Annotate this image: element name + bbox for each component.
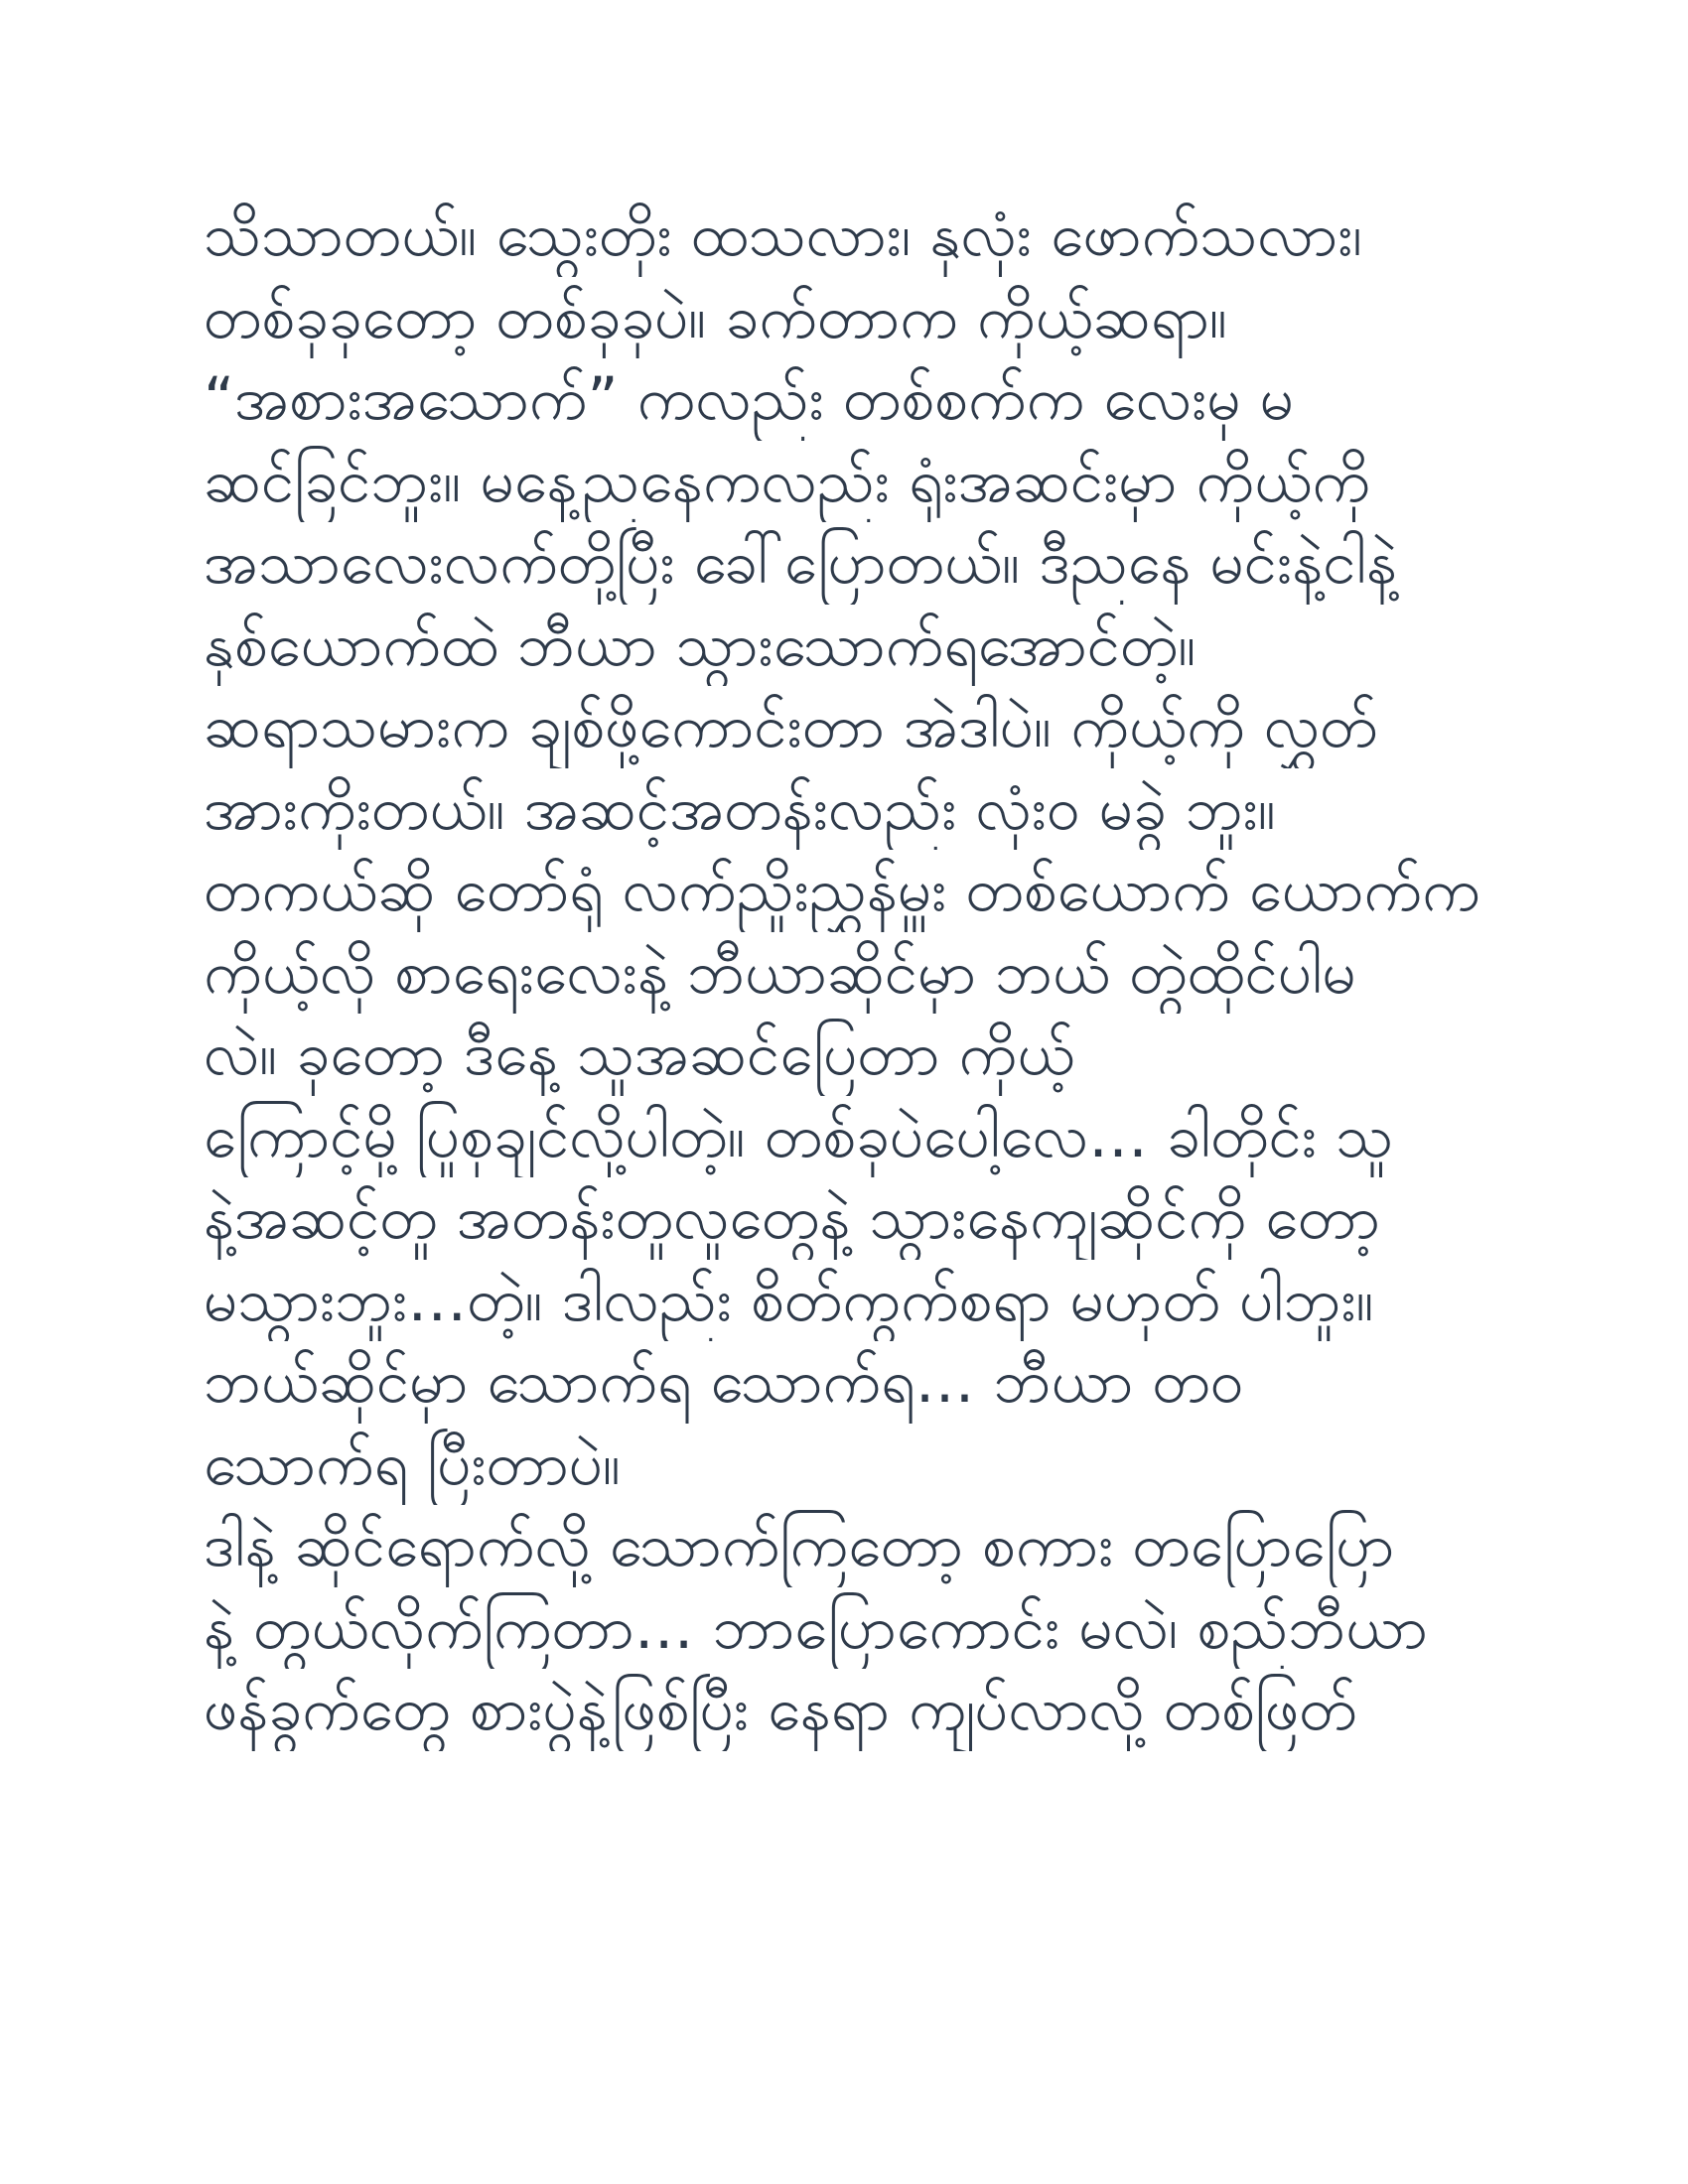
text-line: ကြောင့်မို့ ပြုစုချင်လို့ပါတဲ့။ တစ်ခုပဲပေါ့လေ… ခါတိုင်း သူ [204, 1101, 1394, 1171]
text-line: အားကိုးတယ်။ အဆင့်အတန်းလည်း လုံးဝ မခွဲ ဘူး။ [204, 773, 1277, 844]
text-line: ဆင်ခြင်ဘူး။ မနေ့ညနေကလည်း ရုံးအဆင်းမှာ ကိုယ့်ကို [204, 446, 1371, 516]
text-line: “အစားအသောက်” ကလည်း တစ်စက်က လေးမှ မ [204, 364, 1295, 434]
text-line: ဒါနဲ့ ဆိုင်ရောက်လို့ သောက်ကြတော့ စကား တပြောပြော [204, 1511, 1395, 1580]
text-line: သောက်ရ ပြီးတာပဲ။ [204, 1429, 622, 1499]
text-line: ဆရာသမားက ချစ်ဖို့ကောင်းတာ အဲဒါပဲ။ ကိုယ့်ကို လွှတ် [204, 692, 1378, 761]
text-line: သိသာတယ်။ သွေးတိုး ထသလား၊ နှလုံး ဖောက်သလား၊ [204, 201, 1362, 270]
text-line: လဲ။ ခုတော့ ဒီနေ့ သူအဆင်ပြေတာ ကိုယ့် [204, 1020, 1075, 1089]
text-line: အသာလေးလက်တို့ပြီး ခေါ်ပြောတယ်။ ဒီညနေ မင်းနဲ့ငါနဲ့ [204, 528, 1398, 598]
text-line: နှစ်ယောက်ထဲ ဘီယာ သွားသောက်ရအောင်တဲ့။ [204, 610, 1196, 680]
body-text [204, 195, 1514, 1751]
text-line: တစ်ခုခုတော့ တစ်ခုခုပဲ။ ခက်တာက ကိုယ့်ဆရာ။ [204, 282, 1228, 352]
text-line: ဘယ်ဆိုင်မှာ သောက်ရ သောက်ရ… ဘီယာ တဝ [204, 1347, 1244, 1417]
text-line: ဖန်ခွက်တွေ စားပွဲနဲ့ဖြစ်ပြီး နေရာ ကျပ်လာလို့ တစ်ဖြတ် [204, 1675, 1357, 1744]
text-line: မသွားဘူး…တဲ့။ ဒါလည်း စိတ်ကွက်စရာ မဟုတ် ပါဘူး။ [204, 1265, 1374, 1335]
text-line: တကယ်ဆို တော်ရုံ လက်ညှိုးညွှန်မှူး တစ်ယောက် ယောက်က [204, 856, 1480, 925]
text-line: နဲ့အဆင့်တူ အတန်းတူလူတွေနဲ့ သွားနေကျဆိုင်ကို တော့ [204, 1183, 1380, 1253]
text-line: နဲ့ တွယ်လိုက်ကြတာ… ဘာပြောကောင်း မလဲ၊ စည်ဘီယာ [204, 1592, 1428, 1663]
text-line: ကိုယ့်လို စာရေးလေးနဲ့ ဘီယာဆိုင်မှာ ဘယ် တွဲထိုင်ပါမ [204, 937, 1356, 1008]
